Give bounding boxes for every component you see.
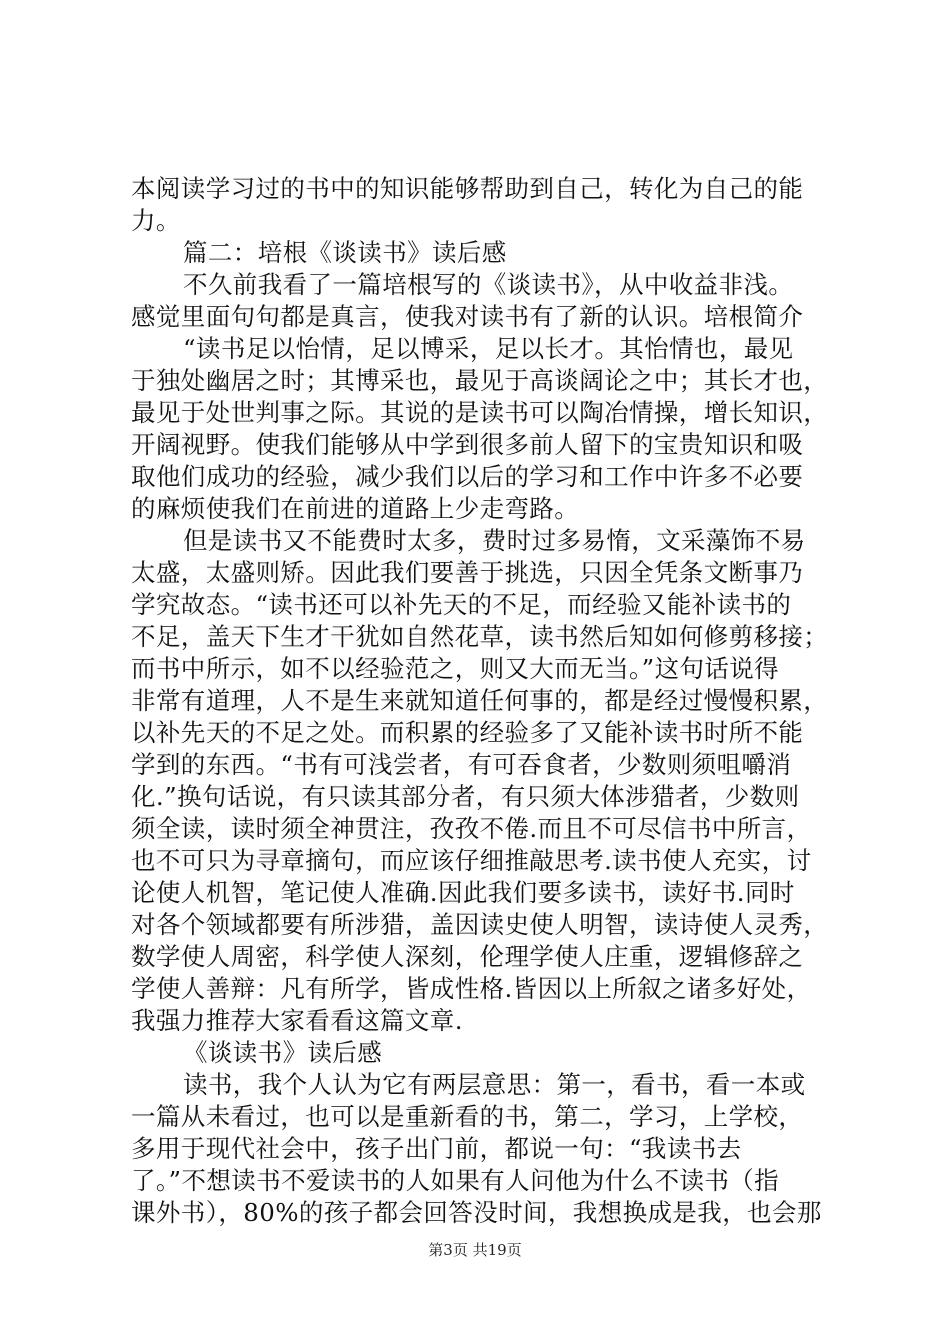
text-line: 本阅读学习过的书中的知识能够帮助到自己，转化为自己的能 bbox=[131, 174, 804, 203]
text-line: 学究故态。“读书还可以补先天的不足，而经验又能补读书的 bbox=[131, 590, 792, 619]
text-line: 最见于处世判事之际。其说的是读书可以陶冶情操，增长知识， bbox=[131, 398, 829, 427]
text-line: “读书足以怡情，足以博采，足以长才。其怡情也，最见 bbox=[183, 334, 794, 363]
text-line: 非常有道理，人不是生来就知道任何事的，都是经过慢慢积累， bbox=[131, 686, 829, 715]
text-line: 学到的东西。“书有可浅尝者，有可吞食者，少数则须咀嚼消 bbox=[131, 750, 792, 779]
text-line: 不足，盖天下生才干犹如自然花草，读书然后知如何修剪移接； bbox=[131, 622, 829, 651]
section-heading: 篇二：培根《谈读书》读后感 bbox=[183, 238, 507, 267]
text-line: 于独处幽居之时；其博采也，最见于高谈阔论之中；其长才也， bbox=[131, 366, 829, 395]
text-line: 了。”不想读书不爱读书的人如果有人问他为什么不读书（指 bbox=[131, 1166, 780, 1195]
text-line: 对各个领域都要有所涉猎，盖因读史使人明智，读诗使人灵秀， bbox=[131, 910, 829, 939]
text-line: 也不可只为寻章摘句，而应该仔细推敲思考.读书使人充实，讨 bbox=[131, 846, 812, 875]
text-line: 我强力推荐大家看看这篇文章. bbox=[131, 1006, 463, 1035]
text-line: 数学使人周密，科学使人深刻，伦理学使人庄重，逻辑修辞之 bbox=[131, 942, 804, 971]
text-line: 不久前我看了一篇培根写的《谈读书》，从中收益非浅。 bbox=[183, 270, 794, 299]
page-number-footer: 第3页 共19页 bbox=[428, 1241, 522, 1259]
text-line: 但是读书又不能费时太多，费时过多易惰，文采藻饰不易 bbox=[183, 526, 806, 555]
text-line: 课外书），80%的孩子都会回答没时间，我想换成是我，也会那 bbox=[131, 1198, 822, 1227]
text-line: 须全读，读时须全神贯注，孜孜不倦.而且不可尽信书中所言， bbox=[131, 814, 812, 843]
text-line: 而书中所示，如不以经验范之，则又大而无当。”这句话说得 bbox=[131, 654, 780, 683]
text-line: 太盛，太盛则矫。因此我们要善于挑选，只因全凭条文断事乃 bbox=[131, 558, 804, 587]
text-line: 感觉里面句句都是真言，使我对读书有了新的认识。培根简介 bbox=[131, 302, 804, 331]
text-line: 以补先天的不足之处。而积累的经验多了又能补读书时所不能 bbox=[131, 718, 804, 747]
section-heading: 《谈读书》读后感 bbox=[183, 1038, 383, 1067]
text-line: 多用于现代社会中，孩子出门前，都说一句：“我读书去 bbox=[131, 1134, 742, 1163]
text-line: 一篇从未看过，也可以是重新看的书，第二，学习，上学校， bbox=[131, 1102, 804, 1131]
text-line: 读书，我个人认为它有两层意思：第一，看书，看一本或 bbox=[183, 1070, 806, 1099]
text-line: 论使人机智，笔记使人准确.因此我们要多读书，读好书.同时 bbox=[131, 878, 795, 907]
text-line: 学使人善辩：凡有所学，皆成性格.皆因以上所叙之诸多好处， bbox=[131, 974, 812, 1003]
text-line: 取他们成功的经验，减少我们以后的学习和工作中许多不必要 bbox=[131, 462, 804, 491]
text-line: 化.”换句话说，有只读其部分者，有只须大体涉猎者，少数则 bbox=[131, 782, 800, 811]
document-body bbox=[131, 173, 831, 1229]
text-line: 力。 bbox=[131, 206, 181, 235]
text-line: 的麻烦使我们在前进的道路上少走弯路。 bbox=[131, 494, 580, 523]
text-line: 开阔视野。使我们能够从中学到很多前人留下的宝贵知识和吸 bbox=[131, 430, 804, 459]
